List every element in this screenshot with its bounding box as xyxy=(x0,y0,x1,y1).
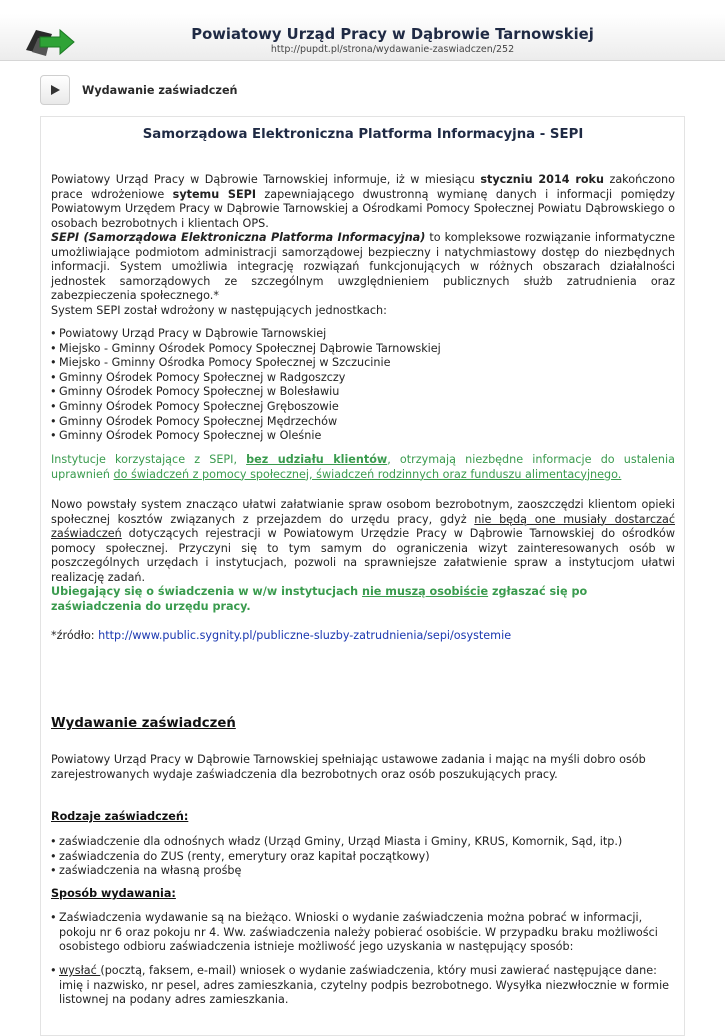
list-item: • Gminny Ośrodek Pomocy Społecznej w Radgoszczy xyxy=(51,371,675,386)
content-panel xyxy=(40,116,685,1036)
play-arrow-icon xyxy=(49,84,61,96)
text: , otrzymają niezbędne informacje do ustalenia uprawnień xyxy=(51,453,675,481)
text: Instytucje korzystające z SEPI, xyxy=(51,453,247,466)
site-header xyxy=(0,14,725,61)
source-line xyxy=(51,629,675,644)
list-item: • Gminny Ośrodek Pomocy Społecznej Mędrzechów xyxy=(51,415,675,430)
list-item: • Miejsko - Gminny Ośrodek Pomocy Społecznej Dąbrowie Tarnowskiej xyxy=(51,342,675,357)
text-bold: styczniu 2014 roku xyxy=(480,173,604,186)
paragraph-section-intro xyxy=(51,753,675,782)
method-title: Sposób wydawania: xyxy=(51,887,176,900)
list-item xyxy=(51,964,675,1008)
source-link[interactable]: http://www.public.sygnity.pl/publiczne-sluzby-zatrudnienia/sepi/osystemie xyxy=(98,629,512,642)
section-title: Wydawanie zaświadczeń xyxy=(51,716,236,731)
text: Ubiegający się o świadczenia w w/w instytucjach xyxy=(51,585,362,598)
text: zakończono prace wdrożeniowe xyxy=(51,173,675,201)
text-underlined: nie muszą osobiście xyxy=(362,585,489,598)
source-label: *źródło: xyxy=(51,629,99,642)
list-item: • Gminny Ośrodek Pomocy Społecznej w Oleśnie xyxy=(51,429,675,444)
list-item: • zaświadczenia na własną prośbę xyxy=(51,864,675,879)
text-bold: sytemu SEPI xyxy=(172,187,256,201)
method-list-2 xyxy=(51,964,675,1008)
text: dotyczących rejestracji w Powiatowym Urzędzie Pracy w Dąbrowie Tarnowskiej do ośrodków pomocy społecznej. Przyczyni się to tym samym do ograniczenia wizyt zainteresowanych osób w poszczególnych urzędach i instytucjach, pozwoli na sprawniejsze załatwienie spraw a instytucjom ułatwi realizację zadań. xyxy=(51,527,675,584)
text-underlined: wysłać xyxy=(59,964,101,977)
breadcrumb-button[interactable] xyxy=(40,75,70,105)
list-item: • Miejsko - Gminny Ośrodka Pomocy Społecznej w Szczucinie xyxy=(51,356,675,371)
types-title: Rodzaje zaświadczeń: xyxy=(51,810,189,823)
paragraph-intro xyxy=(51,173,675,231)
text: (pocztą, faksem, e-mail) wniosek o wydanie zaświadczenia, który musi zawierać następujące dane: imię i nazwisko, nr pesel, adres zamieszkania, czytelny podpis bezrobotnego. Wysyłka niezwłocznie w formie listownej na podany adres zamieszkania. xyxy=(59,964,670,1007)
units-list xyxy=(51,327,675,444)
paragraph-institutions xyxy=(51,453,675,482)
text-underlined: nie będą one musiały dostarczać zaświadczeń xyxy=(51,512,675,541)
paragraph-units-intro xyxy=(51,304,675,319)
text: System SEPI został wdrożony w następujących jednostkach: xyxy=(51,304,387,317)
list-item xyxy=(51,911,675,955)
list-item: • zaświadczenia do ZUS (renty, emerytury oraz kapitał początkowy) xyxy=(51,850,675,865)
text: Nowo powstały system znacząco ułatwi załatwianie spraw osobom bezrobotnym, zaoszczędzi klientom opieki społecznej kosztów związanych z przejazdem do urzędu pracy, gdyż xyxy=(51,498,675,526)
text: • Zaświadczenia wydawanie są na bieżąco. Wnioski o wydanie zaświadczenia można pobrać w informacji, pokoju nr 6 oraz pokoju nr 4. Ww. zaświadczenia należy pobierać osobiście. W przypadku braku możliwości osobistego odbioru zaświadczenia istnieje możliwość jego uzyskania w następujący sposób: xyxy=(59,911,658,954)
page-url: http://pupdt.pl/strona/wydawanie-zaswiadczen/252 xyxy=(270,44,515,55)
method-list xyxy=(51,911,675,955)
types-list xyxy=(51,835,675,879)
site-title: Powiatowy Urząd Pracy w Dąbrowie Tarnowskiej xyxy=(191,26,594,43)
text: zapewniającego dwustronną wymianę danych i informacji pomiędzy Powiatowym Urzędem Pracy w Dąbrowie Tarnowskiej a Ośrodkami Pomocy Społecznej Powiatu Dąbrowskiego o osobach bezrobotnych i klientach OPS. xyxy=(51,187,675,230)
text-bold-italic: SEPI (Samorządowa Elektroniczna Platforma Informacyjna) xyxy=(51,231,426,244)
list-item: • zaświadczenie dla odnośnych władz (Urząd Gminy, Urząd Miasta i Gminy, KRUS, Komornik, Sąd, itp.) xyxy=(51,835,675,850)
paragraph-sepi-definition xyxy=(51,231,675,304)
article-title: Samorządowa Elektroniczna Platforma Informacyjna - SEPI xyxy=(142,127,584,142)
list-item: • Powiatowy Urząd Pracy w Dąbrowie Tarnowskiej xyxy=(51,327,675,342)
breadcrumb-label: Wydawanie zaświadczeń xyxy=(82,83,238,97)
list-item: • Gminny Ośrodek Pomocy Społecznej w Bolesławiu xyxy=(51,385,675,400)
text: Powiatowy Urząd Pracy w Dąbrowie Tarnowskiej informuje, iż w miesiącu xyxy=(51,173,481,186)
paragraph-notice xyxy=(51,585,675,614)
list-item: • Gminny Ośrodek Pomocy Społecznej Gręboszowie xyxy=(51,400,675,415)
text: Powiatowy Urząd Pracy w Dąbrowie Tarnowskiej spełniając ustawowe zadania i mając na myśli dobro osób zarejestrowanych wydaje zaświadczenia dla bezrobotnych oraz osób poszukujących pracy. xyxy=(51,753,646,781)
text-bold: bez udziału klientów xyxy=(246,453,388,466)
text: to kompleksowe rozwiązanie informatyczne umożliwiające podmiotom administracji samorządowej bezpieczny i natychmiastowy dostęp do niezbędnych informacji. System umożliwia integrację rozwiązań funkcjonujących w różnych obszarach działalności jednostek samorządowych ze szczególnym uwzględnieniem publicznych służb zatrudnienia oraz zabezpieczenia społecznego.* xyxy=(51,231,675,303)
paragraph-benefits xyxy=(51,498,675,586)
text-underlined: do świadczeń z pomocy społecznej, świadczeń rodzinnych oraz funduszu alimentacyjnego. xyxy=(113,467,622,481)
text: zgłaszać się po zaświadczenia do urzędu pracy. xyxy=(51,585,588,613)
breadcrumb xyxy=(40,76,238,104)
